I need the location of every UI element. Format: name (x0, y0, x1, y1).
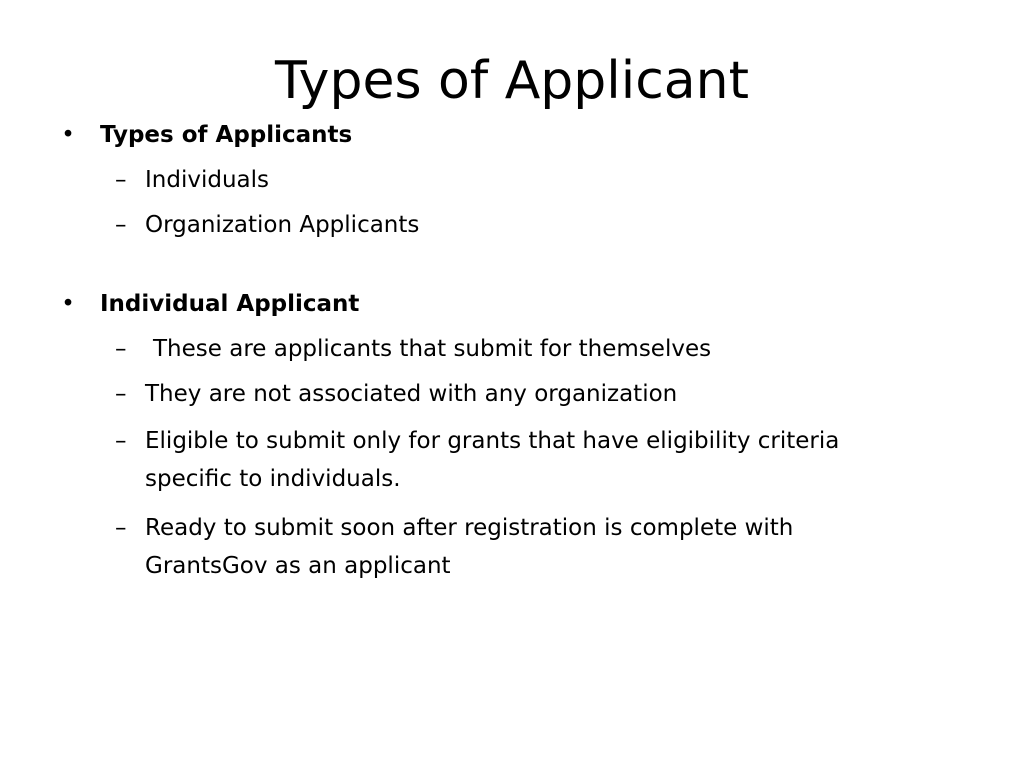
bullet-types-of-applicants (58, 118, 958, 152)
dash-icon: – (115, 381, 127, 407)
slide-content (58, 118, 958, 585)
sub-item-text: Ready to submit soon after registration is complete with GrantsGov as an applicant (145, 515, 794, 579)
sub-item-text: Organization Applicants (145, 212, 420, 238)
bullet-individual-applicant (58, 287, 958, 321)
sub-item-text: Eligible to submit only for grants that have eligibility criteria specific to individuals. (145, 428, 840, 492)
dash-icon: – (115, 167, 127, 193)
bullet-heading: Individual Applicant (100, 291, 360, 317)
sub-item-text: Individuals (145, 167, 269, 193)
sub-item-text: These are applicants that submit for themselves (153, 336, 712, 362)
sub-item (58, 163, 958, 197)
bullet-icon: • (61, 291, 75, 317)
sub-item (58, 377, 958, 411)
sub-item (58, 332, 958, 366)
dash-icon: – (115, 428, 127, 454)
sub-item (58, 422, 958, 498)
sub-item-text: They are not associated with any organization (145, 381, 678, 407)
bullet-heading: Types of Applicants (100, 122, 353, 148)
spacer (58, 242, 958, 287)
sub-item (58, 208, 958, 242)
dash-icon: – (115, 212, 127, 238)
dash-icon: – (115, 336, 127, 362)
dash-icon: – (115, 515, 127, 541)
sub-item (58, 509, 958, 585)
bullet-icon: • (61, 122, 75, 148)
slide-title: Types of Applicant (275, 51, 749, 111)
